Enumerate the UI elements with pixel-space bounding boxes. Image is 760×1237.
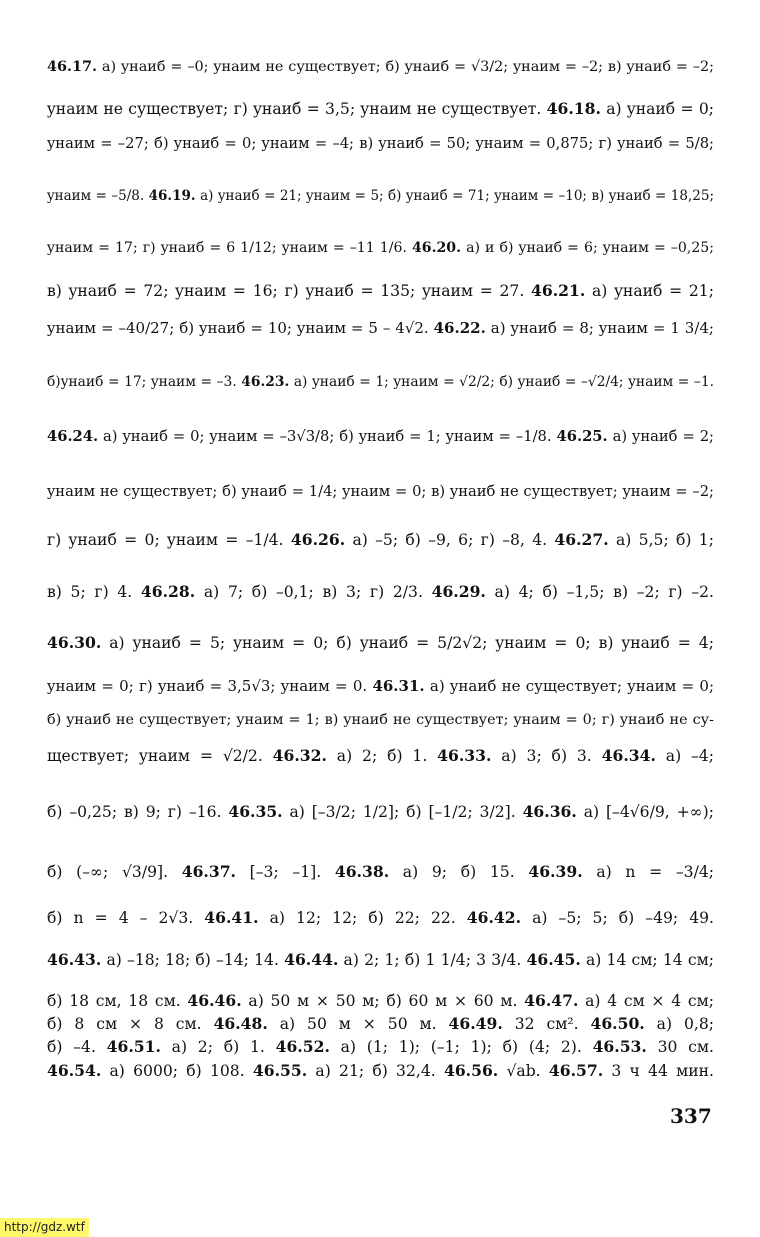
answer-line: yнаим = –5/8. 46.19. а) yнаиб = 21; yнаим = 5; б) yнаиб = 71; yнаим = –10; в) yнаиб = 18,25;: [47, 188, 714, 204]
problem-number: 46.36.: [522, 802, 577, 821]
problem-number: 46.17.: [47, 58, 98, 75]
problem-number: 46.23.: [241, 374, 290, 390]
problem-number: 46.57.: [548, 1061, 604, 1080]
problem-number: 46.38.: [334, 862, 390, 881]
answer-line: б) –0,25; в) 9; г) –16. 46.35. а) [–3/2; 1/2]; б) [–1/2; 3/2]. 46.36. а) [–4√6/9, +∞);: [47, 802, 714, 821]
answer-line: yнаим не существует; б) yнаиб = 1/4; yнаим = 0; в) yнаиб не существует; yнаим = –2;: [47, 483, 714, 500]
problem-number: 46.22.: [433, 319, 486, 337]
answer-line: yнаим = 0; г) yнаиб = 3,5√3; yнаим = 0. 46.31. а) yнаиб не существует; yнаим = 0;: [47, 677, 714, 695]
problem-number: 46.44.: [284, 950, 339, 969]
answer-line: б) yнаиб не существует; yнаим = 1; в) yнаиб не существует; yнаим = 0; г) yнаиб не су-: [47, 712, 714, 728]
problem-number: 46.20.: [411, 240, 462, 256]
problem-number: 46.46.: [187, 991, 242, 1010]
answer-line: 46.24. а) yнаиб = 0; yнаим = –3√3/8; б) yнаиб = 1; yнаим = –1/8. 46.25. а) yнаиб = 2;: [47, 428, 714, 445]
answer-line: 46.43. а) –18; 18; б) –14; 14. 46.44. а) 2; 1; б) 1 1/4; 3 3/4. 46.45. а) 14 см; 14 см;: [47, 950, 714, 969]
answer-line: б)yнаиб = 17; yнаим = –3. 46.23. а) yнаиб = 1; yнаим = √2/2; б) yнаиб = –√2/4; yнаим = –1.: [47, 374, 714, 390]
problem-number: 46.54.: [47, 1061, 102, 1080]
problem-number: 46.31.: [372, 677, 425, 695]
problem-number: 46.21.: [531, 281, 586, 300]
watermark-link[interactable]: http://gdz.wtf: [0, 1218, 89, 1237]
problem-number: 46.28.: [140, 582, 196, 601]
problem-number: 46.37.: [181, 862, 236, 881]
problem-number: 46.55.: [252, 1061, 308, 1080]
problem-number: 46.33.: [437, 746, 492, 765]
answer-line: 46.54. а) 6000; б) 108. 46.55. а) 21; б) 32,4. 46.56. √ab. 46.57. 3 ч 44 мин.: [47, 1061, 714, 1080]
problem-number: 46.24.: [47, 428, 99, 445]
answer-line: б) (–∞; √3/9]. 46.37. [–3; –1]. 46.38. а) 9; б) 15. 46.39. а) n = –3/4;: [47, 862, 714, 881]
problem-number: 46.18.: [546, 99, 601, 118]
problem-number: 46.32.: [272, 746, 327, 765]
problem-number: 46.41.: [204, 908, 259, 927]
problem-number: 46.27.: [554, 530, 609, 549]
problem-number: 46.43.: [47, 950, 102, 969]
page-number: 337: [670, 1104, 712, 1128]
problem-number: 46.30.: [47, 633, 102, 652]
problem-number: 46.29.: [431, 582, 486, 601]
problem-number: 46.19.: [148, 188, 196, 204]
answer-line: yнаим = –27; б) yнаиб = 0; yнаим = –4; в) yнаиб = 50; yнаим = 0,875; г) yнаиб = 5/8;: [47, 135, 714, 152]
answer-line: б) 8 см × 8 см. 46.48. а) 50 м × 50 м. 46.49. 32 см². 46.50. а) 0,8;: [47, 1014, 714, 1033]
problem-number: 46.45.: [526, 950, 581, 969]
problem-number: 46.49.: [448, 1014, 503, 1033]
problem-number: 46.52.: [275, 1037, 330, 1056]
answer-line: yнаим = 17; г) yнаиб = 6 1/12; yнаим = –11 1/6. 46.20. а) и б) yнаиб = 6; yнаим = –0,25;: [47, 240, 714, 256]
answer-line: г) yнаиб = 0; yнаим = –1/4. 46.26. а) –5; б) –9, 6; г) –8, 4. 46.27. а) 5,5; б) 1;: [47, 530, 714, 549]
problem-number: 46.26.: [290, 530, 346, 549]
answer-line: 46.17. а) yнаиб = –0; yнаим не существует; б) yнаиб = √3/2; yнаим = –2; в) yнаиб = –2;: [47, 58, 714, 75]
answer-line: б) 18 см, 18 см. 46.46. а) 50 м × 50 м; б) 60 м × 60 м. 46.47. а) 4 см × 4 см;: [47, 991, 714, 1010]
problem-number: 46.34.: [601, 746, 656, 765]
problem-number: 46.50.: [590, 1014, 645, 1033]
answer-line: ществует; yнаим = √2/2. 46.32. а) 2; б) 1. 46.33. а) 3; б) 3. 46.34. а) –4;: [47, 746, 714, 765]
problem-number: 46.51.: [106, 1037, 161, 1056]
problem-number: 46.47.: [524, 991, 579, 1010]
problem-number: 46.39.: [528, 862, 583, 881]
answer-line: 46.30. а) yнаиб = 5; yнаим = 0; б) yнаиб = 5/2√2; yнаим = 0; в) yнаиб = 4;: [47, 633, 714, 652]
problem-number: 46.42.: [466, 908, 522, 927]
answer-line: yнаим не существует; г) yнаиб = 3,5; yнаим не существует. 46.18. а) yнаиб = 0;: [47, 99, 714, 118]
answer-line: yнаим = –40/27; б) yнаиб = 10; yнаим = 5 – 4√2. 46.22. а) yнаиб = 8; yнаим = 1 3/4;: [47, 319, 714, 337]
problem-number: 46.35.: [228, 802, 283, 821]
answer-line: б) n = 4 – 2√3. 46.41. а) 12; 12; б) 22; 22. 46.42. а) –5; 5; б) –49; 49.: [47, 908, 714, 927]
problem-number: 46.56.: [443, 1061, 499, 1080]
answer-line: в) yнаиб = 72; yнаим = 16; г) yнаиб = 135; yнаим = 27. 46.21. а) yнаиб = 21;: [47, 281, 714, 300]
problem-number: 46.48.: [213, 1014, 268, 1033]
answer-line: б) –4. 46.51. а) 2; б) 1. 46.52. а) (1; 1); (–1; 1); б) (4; 2). 46.53. 30 см.: [47, 1037, 714, 1056]
problem-number: 46.53.: [592, 1037, 647, 1056]
problem-number: 46.25.: [556, 428, 608, 445]
answer-line: в) 5; г) 4. 46.28. а) 7; б) –0,1; в) 3; г) 2/3. 46.29. а) 4; б) –1,5; в) –2; г) –2.: [47, 582, 714, 601]
